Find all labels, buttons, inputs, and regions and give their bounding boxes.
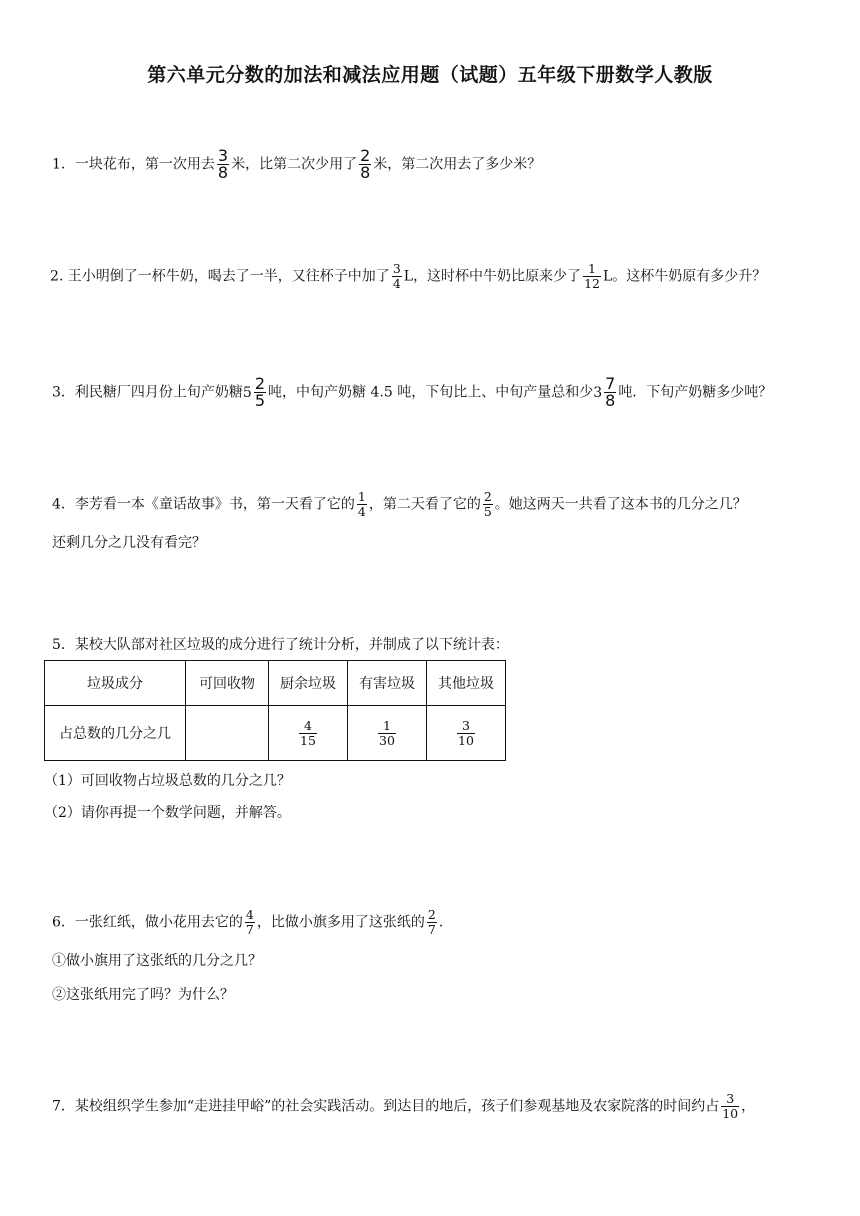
fraction-denominator: 15 [300, 732, 316, 748]
table-cell [269, 706, 348, 761]
fraction [217, 148, 229, 181]
fraction [604, 376, 616, 409]
fraction [299, 719, 317, 748]
table-header-cell: 垃圾成分 [45, 661, 186, 706]
q7-text-1: 7．某校组织学生参加“走进挂甲峪”的社会实践活动。到达目的地后，孩子们参观基地及农家院落的时间约占 [52, 1098, 720, 1115]
q4-text-1: 4．李芳看一本《童话故事》书，第一天看了它的 [52, 496, 355, 513]
table-cell [427, 706, 506, 761]
mixed-number [593, 376, 618, 409]
fraction [359, 148, 371, 181]
q2-text-2: L，这时杯中牛奶比原来少了 [403, 268, 582, 285]
page-title: 第六单元分数的加法和减法应用题（试题）五年级下册数学人教版 [147, 64, 713, 86]
fraction-numerator: 2 [483, 489, 492, 504]
fraction [392, 262, 402, 291]
fraction-numerator: 7 [605, 374, 616, 393]
question-4 [52, 490, 812, 519]
fraction-numerator: 2 [427, 907, 436, 922]
fraction [427, 908, 437, 937]
fraction-numerator: 3 [217, 146, 229, 165]
fraction-denominator: 30 [379, 732, 395, 748]
fraction-denominator: 4 [357, 504, 366, 519]
q6-text-3: . [438, 914, 444, 931]
fraction [583, 262, 601, 291]
q5-text-1: 5．某校大队部对社区垃圾的成分进行了统计分析，并制成了以下统计表： [52, 637, 509, 653]
fraction [457, 719, 475, 748]
question-5 [52, 634, 812, 656]
q2-text-3: L。这杯牛奶原有多少升？ [602, 268, 767, 285]
table-header-cell: 厨余垃圾 [269, 661, 348, 706]
table-header-cell: 有害垃圾 [348, 661, 427, 706]
fraction-denominator: 5 [483, 504, 492, 519]
mixed-number [243, 376, 268, 409]
q5-sub-2: （2）请你再提一个数学问题，并解答。 [44, 805, 291, 821]
q1-text-2: 米，比第二次少用了 [231, 156, 358, 173]
q4-text-3: 。她这两天一共看了这本书的几分之几？ [494, 496, 747, 513]
q3-text-2: 吨，中旬产奶糖 4.5 吨，下旬比上、中旬产量总和少 [268, 384, 594, 401]
table-header-cell: 其他垃圾 [427, 661, 506, 706]
table-row [45, 706, 506, 761]
fraction-numerator: 2 [254, 374, 266, 393]
fraction-denominator: 7 [245, 922, 254, 937]
fraction-denominator: 4 [392, 276, 401, 291]
fraction-numerator: 4 [304, 717, 312, 733]
fraction-numerator: 1 [588, 261, 596, 276]
fraction-numerator: 2 [360, 146, 371, 165]
fraction [245, 908, 255, 937]
q6-text-2: ，比做小旗多用了这张纸的 [256, 914, 425, 931]
fraction [721, 1092, 739, 1121]
q1-text-1: 1．一块花布，第一次用去 [52, 156, 215, 173]
q1-text-3: 米，第二次用去了多少米？ [373, 156, 542, 173]
q5-sub-1: （1）可回收物占垃圾总数的几分之几？ [44, 773, 291, 789]
fraction-denominator: 10 [458, 732, 474, 748]
q4-line-2: 还剩几分之几没有看完？ [52, 535, 206, 551]
q3-text-3: 吨．下旬产奶糖多少吨？ [618, 384, 773, 401]
fraction-denominator: 8 [605, 391, 616, 410]
fraction-denominator: 10 [722, 1106, 739, 1121]
question-2 [50, 262, 810, 291]
q2-text-1: 2. 王小明倒了一杯牛奶，喝去了一半，又往杯子中加了 [50, 268, 390, 285]
q6-sub-1: ①做小旗用了这张纸的几分之几？ [52, 953, 262, 969]
q3-text-1: 3．利民糖厂四月份上旬产奶糖 [52, 384, 243, 401]
table-header-row [45, 661, 506, 706]
question-6 [52, 908, 812, 937]
fraction [357, 490, 367, 519]
mixed-whole: 3 [593, 384, 603, 401]
fraction-denominator: 5 [254, 391, 266, 410]
statistics-table [44, 660, 506, 761]
fraction-numerator: 3 [462, 717, 470, 733]
q6-sub-2: ②这张纸用完了吗？为什么？ [52, 987, 234, 1003]
fraction [483, 490, 493, 519]
fraction-numerator: 3 [726, 1091, 735, 1106]
fraction-numerator: 3 [392, 261, 401, 276]
fraction [254, 376, 266, 409]
fraction-numerator: 4 [245, 907, 254, 922]
question-3 [52, 376, 812, 409]
fraction-denominator: 12 [584, 276, 600, 291]
fraction-denominator: 7 [427, 922, 436, 937]
table-cell [348, 706, 427, 761]
question-7 [52, 1092, 812, 1121]
fraction-denominator: 8 [217, 163, 229, 182]
table-header-cell: 可回收物 [186, 661, 269, 706]
fraction [378, 719, 396, 748]
question-1 [52, 148, 812, 181]
q7-text-2: ， [741, 1098, 756, 1115]
table-row-label: 占总数的几分之几 [45, 706, 186, 761]
fraction-numerator: 1 [357, 489, 366, 504]
fraction-denominator: 8 [360, 163, 371, 182]
fraction-numerator: 1 [383, 717, 391, 733]
table-cell-empty [186, 706, 269, 761]
q4-text-2: ，第二天看了它的 [368, 496, 481, 513]
mixed-whole: 5 [242, 384, 252, 401]
q6-text-1: 6．一张红纸，做小花用去它的 [52, 914, 243, 931]
